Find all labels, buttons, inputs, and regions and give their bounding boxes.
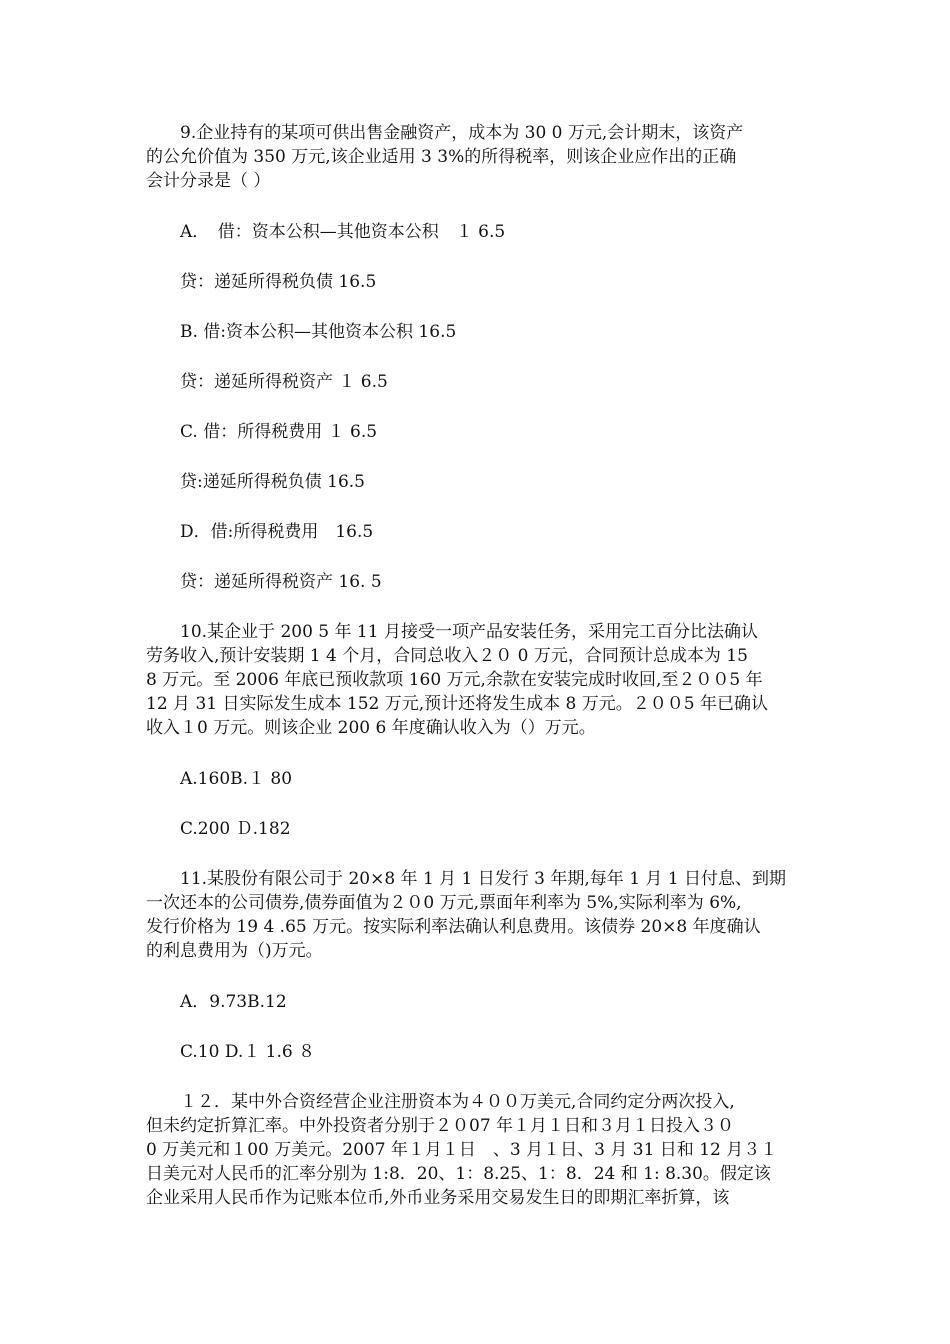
stem-line: 一次还本的公司债券,债券面值为２０0 万元,票面年利率为 5%,实际利率为 6%, [146, 893, 742, 913]
option-line: 贷：递延所得税负债 16.5 [180, 272, 377, 292]
stem-line: 0 万美元和１00 万美元。2007 年１月１日 、3 月１日、3 月 31 日和 12 月３１ [146, 1140, 778, 1160]
option-line: D．借:所得税费用 16.5 [180, 522, 374, 542]
stem-line: 企业采用人民币作为记账本位币,外币业务采用交易发生日的即期汇率折算，该 [146, 1188, 730, 1208]
stem-line: 但未约定折算汇率。中外投资者分别于２０07 年１月１日和３月１日投入３０ [146, 1116, 735, 1136]
question-9 [146, 121, 811, 594]
stem-line: 劳务收入,预计安装期 1 4 个月，合同总收入２０ 0 万元，合同预计总成本为 15 [146, 646, 748, 666]
stem-line: 发行价格为 19 4 .65 万元。按实际利率法确认利息费用。该债券 20×8 年度确认 [146, 917, 761, 937]
option-line: A．9.73B.12 [180, 992, 287, 1012]
stem-line: 8 万元。至 2006 年底已预收款项 160 万元,余款在安装完成时收回,至２００5 年 [146, 670, 763, 690]
question-12 [146, 1090, 811, 1210]
stem-line: 收入１0 万元。则该企业 200 6 年度确认收入为（）万元。 [146, 718, 596, 738]
stem-line: 会计分录是（ ） [146, 171, 271, 191]
option-line: B. 借:资本公积—其他资本公积 16.5 [180, 322, 457, 342]
stem-line: 10.某企业于 200 5 年 11 月接受一项产品安装任务，采用完工百分比法确认 [180, 622, 758, 642]
stem-line: 12 月 31 日实际发生成本 152 万元,预计还将发生成本 8 万元。２００5 年已确认 [146, 694, 768, 714]
option-line: A． 借：资本公积—其他资本公积 １ 6.5 [180, 222, 506, 242]
question-10 [146, 620, 811, 841]
option-line: 贷：递延所得税资产 １ 6.5 [180, 372, 388, 392]
stem-line: 9.企业持有的某项可供出售金融资产，成本为 30 0 万元,会计期末，该资产 [180, 123, 744, 143]
stem-line: 的利息费用为（)万元。 [146, 941, 323, 961]
option-line: C. 借：所得税费用 １ 6.5 [180, 422, 378, 442]
question-stem [146, 121, 811, 193]
document-page [146, 121, 811, 1210]
stem-line: １２．某中外合资经营企业注册资本为４００万美元,合同约定分两次投入, [180, 1092, 735, 1112]
stem-line: 日美元对人民币的汇率分别为 1:8．20、1：8.25、1：8．24 和 1: 8.30。假定该 [146, 1164, 771, 1184]
question-11 [146, 867, 811, 1064]
question-stem [146, 867, 811, 963]
option-line: A.160B.１ 80 [180, 769, 293, 789]
question-stem [146, 1090, 811, 1210]
option-line: C.10 D.１ 1.6 ８ [180, 1042, 316, 1062]
option-line: 贷：递延所得税资产 16. 5 [180, 572, 382, 592]
option-line: C.200 Ｄ.182 [180, 819, 291, 839]
question-stem [146, 620, 811, 740]
stem-line: 的公允价值为 350 万元,该企业适用 3 3%的所得税率，则该企业应作出的正确 [146, 147, 737, 167]
option-line: 贷:递延所得税负债 16.5 [180, 472, 365, 492]
stem-line: 11.某股份有限公司于 20×8 年 1 月 1 日发行 3 年期,每年 1 月 1 日付息、到期 [180, 869, 787, 889]
